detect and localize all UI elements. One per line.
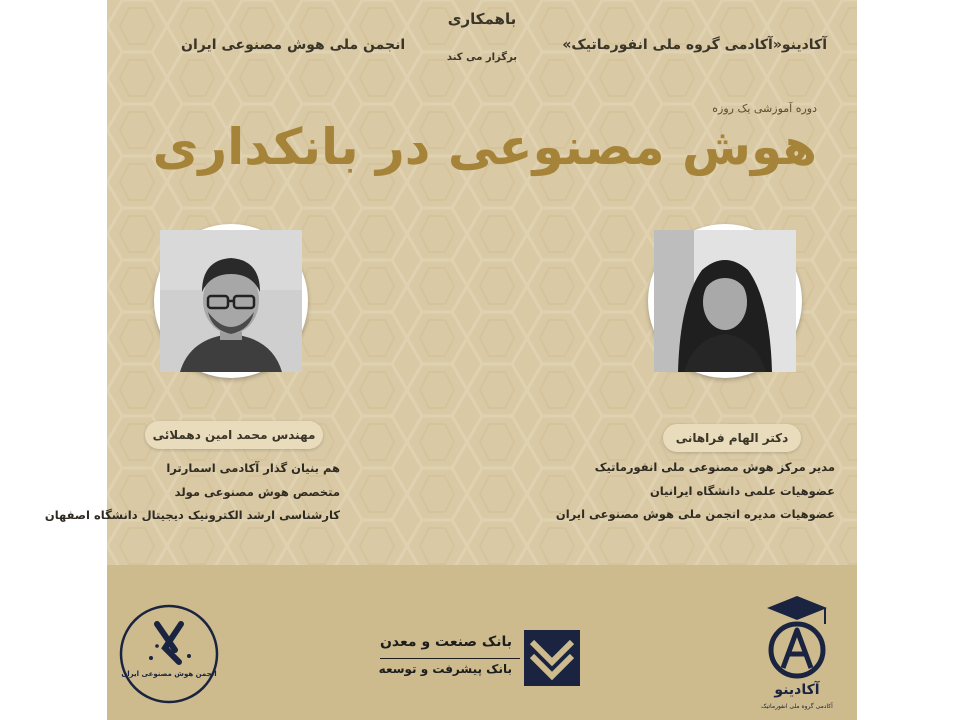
course-type: دوره آموزشی یک روزه <box>712 102 817 115</box>
bank-name: بانک صنعت و معدن <box>379 634 512 650</box>
bio-line: هم بنیان گذار آکادمی اسمارترا <box>166 461 340 475</box>
hosts-label: برگزار می کند <box>446 52 518 63</box>
speaker-photo-female <box>648 224 802 378</box>
academy-brand-name: آکادینو <box>774 682 820 698</box>
academy-logo <box>747 590 847 685</box>
bio-line: عضوهیات علمی دانشگاه ایرانیان <box>649 483 835 498</box>
ai-association-logo-text: انجمن هوش مصنوعی ایران <box>121 670 217 678</box>
speaker-name-badge: مهندس محمد امین دهملائی <box>145 421 323 449</box>
speaker-name-badge: دکتر الهام فراهانی <box>663 424 801 452</box>
event-poster <box>44 0 857 720</box>
bio-line: کارشناسی ارشد الکترونیک دیجیتال دانشگاه اصفهان <box>44 508 340 522</box>
course-title: هوش مصنوعی در بانکداری <box>152 118 817 176</box>
ai-association-logo <box>117 602 221 706</box>
bank-divider <box>380 658 520 659</box>
collaboration-label: باهمکاری <box>447 10 517 28</box>
organizer-association: انجمن ملی هوش مصنوعی ایران <box>181 37 406 53</box>
bank-logo <box>372 628 592 688</box>
organizer-academy: آکادینو«آکادمی گروه ملی انفورماتیک» <box>562 37 827 53</box>
bio-line: متخصص هوش مصنوعی مولد <box>174 484 340 499</box>
bio-line: مدیر مرکز هوش مصنوعی ملی انفورماتیک <box>594 460 835 474</box>
speaker-bio <box>556 456 835 527</box>
speaker-bio <box>45 457 340 528</box>
speaker-photo-male <box>154 224 308 378</box>
academy-brand-subtitle: آکادمی گروه ملی انفورماتیک <box>761 703 833 710</box>
bank-mark-icon <box>522 628 582 688</box>
bio-line: عضوهیات مدیره انجمن ملی هوش مصنوعی ایران <box>555 507 835 521</box>
bank-tagline: بانک پیشرفت و توسعه <box>378 662 512 676</box>
